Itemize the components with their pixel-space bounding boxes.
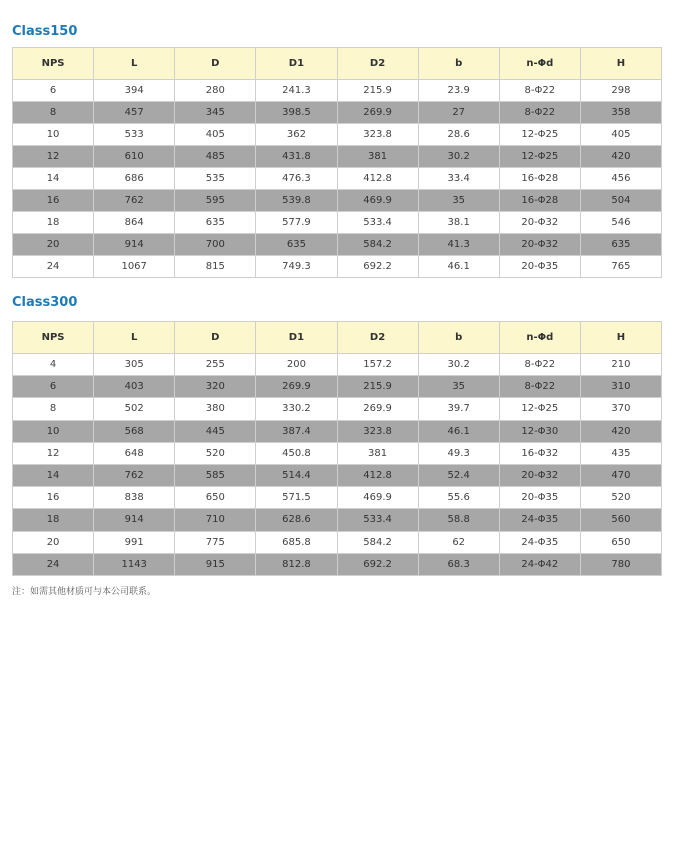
table-row	[13, 487, 662, 509]
table-cell: 762	[94, 464, 175, 486]
table-cell: 577.9	[256, 212, 337, 234]
table-cell: 1143	[94, 553, 175, 575]
table-cell: 30.2	[418, 146, 499, 168]
table-cell: 535	[175, 168, 256, 190]
column-header: H	[580, 48, 661, 80]
table-cell: 241.3	[256, 80, 337, 102]
table-cell: 568	[94, 420, 175, 442]
table-cell: 520	[175, 442, 256, 464]
table-cell: 6	[13, 376, 94, 398]
table-cell: 24	[13, 553, 94, 575]
table-cell: 16-Φ28	[499, 190, 580, 212]
table-row	[13, 146, 662, 168]
header-row	[13, 48, 662, 80]
table-row	[13, 190, 662, 212]
table-cell: 323.8	[337, 420, 418, 442]
column-header: D1	[256, 322, 337, 354]
table-cell: 539.8	[256, 190, 337, 212]
table-row	[13, 442, 662, 464]
table-cell: 269.9	[337, 398, 418, 420]
table-cell: 12	[13, 442, 94, 464]
table-cell: 595	[175, 190, 256, 212]
table-cell: 298	[580, 80, 661, 102]
table-cell: 533	[94, 124, 175, 146]
table-cell: 310	[580, 376, 661, 398]
table-cell: 469.9	[337, 487, 418, 509]
table-row	[13, 256, 662, 278]
table-row	[13, 168, 662, 190]
table-cell: 470	[580, 464, 661, 486]
table-cell: 323.8	[337, 124, 418, 146]
table-row	[13, 234, 662, 256]
table-cell: 68.3	[418, 553, 499, 575]
table-cell: 35	[418, 190, 499, 212]
table-row	[13, 464, 662, 486]
table-cell: 16	[13, 190, 94, 212]
column-header: D2	[337, 48, 418, 80]
table-cell: 650	[580, 531, 661, 553]
table-cell: 255	[175, 354, 256, 376]
table-cell: 12-Φ25	[499, 124, 580, 146]
column-header: D2	[337, 322, 418, 354]
table-cell: 20-Φ32	[499, 234, 580, 256]
table-cell: 55.6	[418, 487, 499, 509]
table-cell: 280	[175, 80, 256, 102]
table-cell: 269.9	[256, 376, 337, 398]
table-cell: 20-Φ32	[499, 212, 580, 234]
table-cell: 345	[175, 102, 256, 124]
table-cell: 8-Φ22	[499, 354, 580, 376]
column-header: D	[175, 48, 256, 80]
table-cell: 405	[175, 124, 256, 146]
column-header: H	[580, 322, 661, 354]
table-cell: 8	[13, 398, 94, 420]
table-cell: 815	[175, 256, 256, 278]
table-cell: 749.3	[256, 256, 337, 278]
table-cell: 450.8	[256, 442, 337, 464]
table-cell: 20-Φ35	[499, 256, 580, 278]
table-cell: 915	[175, 553, 256, 575]
table-cell: 16-Φ32	[499, 442, 580, 464]
table-cell: 585	[175, 464, 256, 486]
table-cell: 33.4	[418, 168, 499, 190]
table-cell: 502	[94, 398, 175, 420]
table-cell: 991	[94, 531, 175, 553]
table-cell: 394	[94, 80, 175, 102]
table-cell: 686	[94, 168, 175, 190]
table-cell: 16-Φ28	[499, 168, 580, 190]
table-cell: 476.3	[256, 168, 337, 190]
table-cell: 584.2	[337, 531, 418, 553]
table-cell: 700	[175, 234, 256, 256]
footnote: 注：如需其他材质可与本公司联系。	[12, 587, 157, 597]
table-cell: 12	[13, 146, 94, 168]
class300-table	[12, 321, 662, 576]
table-cell: 648	[94, 442, 175, 464]
table-cell: 14	[13, 168, 94, 190]
class300-title: Class300	[12, 295, 78, 310]
class150-title: Class150	[12, 24, 78, 39]
table-cell: 58.8	[418, 509, 499, 531]
table-cell: 14	[13, 464, 94, 486]
table-cell: 52.4	[418, 464, 499, 486]
table-cell: 305	[94, 354, 175, 376]
table-cell: 46.1	[418, 256, 499, 278]
table-cell: 24-Φ42	[499, 553, 580, 575]
table-cell: 20	[13, 531, 94, 553]
column-header: NPS	[13, 48, 94, 80]
table-cell: 405	[580, 124, 661, 146]
table-cell: 12-Φ25	[499, 146, 580, 168]
table-row	[13, 398, 662, 420]
table-cell: 24-Φ35	[499, 509, 580, 531]
table-cell: 20-Φ35	[499, 487, 580, 509]
column-header: D1	[256, 48, 337, 80]
table-cell: 23.9	[418, 80, 499, 102]
table-cell: 571.5	[256, 487, 337, 509]
table-cell: 412.8	[337, 464, 418, 486]
column-header: NPS	[13, 322, 94, 354]
table-cell: 420	[580, 146, 661, 168]
table-row	[13, 420, 662, 442]
column-header: n-Φd	[499, 48, 580, 80]
table-cell: 39.7	[418, 398, 499, 420]
table-cell: 24-Φ35	[499, 531, 580, 553]
column-header: D	[175, 322, 256, 354]
table-cell: 520	[580, 487, 661, 509]
table-cell: 35	[418, 376, 499, 398]
table-cell: 370	[580, 398, 661, 420]
table-cell: 30.2	[418, 354, 499, 376]
table-cell: 8-Φ22	[499, 376, 580, 398]
table-cell: 358	[580, 102, 661, 124]
table-cell: 584.2	[337, 234, 418, 256]
table-cell: 10	[13, 420, 94, 442]
table-cell: 215.9	[337, 80, 418, 102]
table-row	[13, 124, 662, 146]
table-cell: 838	[94, 487, 175, 509]
table-row	[13, 80, 662, 102]
table-cell: 46.1	[418, 420, 499, 442]
column-header: L	[94, 48, 175, 80]
table-cell: 398.5	[256, 102, 337, 124]
table-cell: 610	[94, 146, 175, 168]
table-cell: 628.6	[256, 509, 337, 531]
table-cell: 157.2	[337, 354, 418, 376]
table-cell: 200	[256, 354, 337, 376]
table-cell: 12-Φ25	[499, 398, 580, 420]
table-cell: 20-Φ32	[499, 464, 580, 486]
table-cell: 445	[175, 420, 256, 442]
table-cell: 387.4	[256, 420, 337, 442]
table-cell: 533.4	[337, 509, 418, 531]
header-row	[13, 322, 662, 354]
table-cell: 762	[94, 190, 175, 212]
table-cell: 457	[94, 102, 175, 124]
table-row	[13, 354, 662, 376]
table-cell: 692.2	[337, 256, 418, 278]
table-cell: 16	[13, 487, 94, 509]
table-cell: 685.8	[256, 531, 337, 553]
table-row	[13, 212, 662, 234]
table-cell: 412.8	[337, 168, 418, 190]
table-cell: 8-Φ22	[499, 80, 580, 102]
table-cell: 8-Φ22	[499, 102, 580, 124]
table-cell: 635	[256, 234, 337, 256]
table-cell: 692.2	[337, 553, 418, 575]
table-cell: 775	[175, 531, 256, 553]
table-cell: 635	[175, 212, 256, 234]
table-row	[13, 509, 662, 531]
table-cell: 20	[13, 234, 94, 256]
table-cell: 269.9	[337, 102, 418, 124]
table-cell: 914	[94, 509, 175, 531]
class150-table	[12, 47, 662, 278]
table-cell: 504	[580, 190, 661, 212]
table-row	[13, 102, 662, 124]
table-cell: 420	[580, 420, 661, 442]
table-cell: 1067	[94, 256, 175, 278]
column-header: n-Φd	[499, 322, 580, 354]
table-cell: 215.9	[337, 376, 418, 398]
table-cell: 41.3	[418, 234, 499, 256]
table-cell: 469.9	[337, 190, 418, 212]
table-cell: 362	[256, 124, 337, 146]
column-header: b	[418, 48, 499, 80]
table-cell: 765	[580, 256, 661, 278]
table-cell: 635	[580, 234, 661, 256]
table-cell: 914	[94, 234, 175, 256]
table-cell: 4	[13, 354, 94, 376]
table-cell: 650	[175, 487, 256, 509]
column-header: b	[418, 322, 499, 354]
table-cell: 320	[175, 376, 256, 398]
table-cell: 27	[418, 102, 499, 124]
table-cell: 514.4	[256, 464, 337, 486]
table-cell: 431.8	[256, 146, 337, 168]
table-cell: 38.1	[418, 212, 499, 234]
table-cell: 381	[337, 442, 418, 464]
table-cell: 533.4	[337, 212, 418, 234]
table-row	[13, 531, 662, 553]
table-cell: 62	[418, 531, 499, 553]
table-cell: 10	[13, 124, 94, 146]
table-cell: 560	[580, 509, 661, 531]
table-cell: 49.3	[418, 442, 499, 464]
table-cell: 485	[175, 146, 256, 168]
column-header: L	[94, 322, 175, 354]
table-cell: 546	[580, 212, 661, 234]
table-cell: 18	[13, 509, 94, 531]
table-row	[13, 376, 662, 398]
table-row	[13, 553, 662, 575]
table-cell: 780	[580, 553, 661, 575]
table-cell: 380	[175, 398, 256, 420]
table-cell: 210	[580, 354, 661, 376]
table-cell: 864	[94, 212, 175, 234]
table-cell: 381	[337, 146, 418, 168]
table-cell: 435	[580, 442, 661, 464]
table-cell: 330.2	[256, 398, 337, 420]
table-cell: 28.6	[418, 124, 499, 146]
table-cell: 8	[13, 102, 94, 124]
table-cell: 710	[175, 509, 256, 531]
table-cell: 456	[580, 168, 661, 190]
table-cell: 12-Φ30	[499, 420, 580, 442]
table-cell: 812.8	[256, 553, 337, 575]
table-cell: 6	[13, 80, 94, 102]
table-cell: 24	[13, 256, 94, 278]
table-cell: 403	[94, 376, 175, 398]
table-cell: 18	[13, 212, 94, 234]
